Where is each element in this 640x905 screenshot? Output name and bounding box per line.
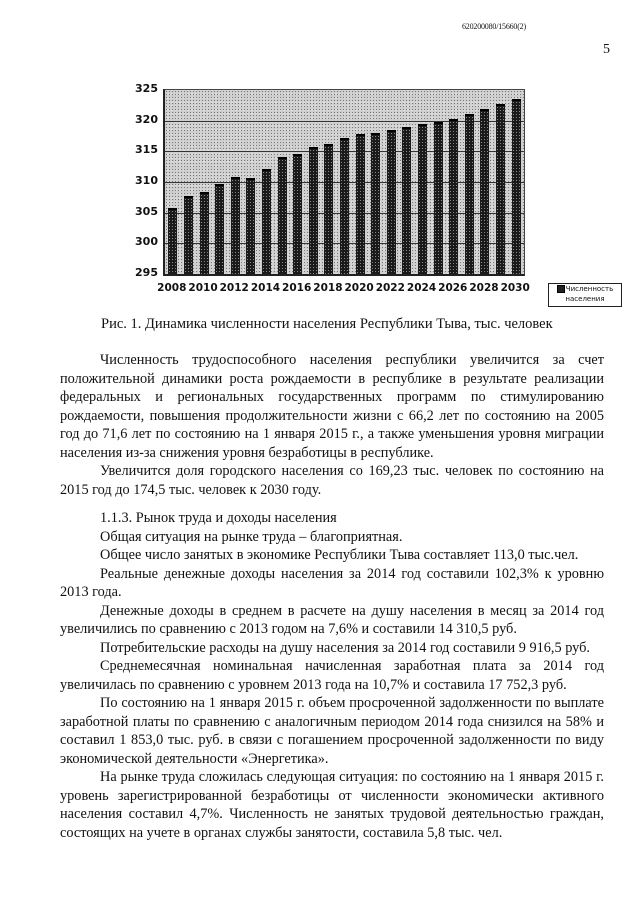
paragraph: Среднемесячная номинальная начисленная заработная плата за 2014 год увеличилась по сравнению с уровнем 2013 года на 10,7% и составила 17 752,3 руб. xyxy=(60,658,604,693)
x-tick-label: 2028 xyxy=(469,282,499,294)
population-bar-chart xyxy=(120,82,540,302)
section-heading: 1.1.3. Рынок труда и доходы населения xyxy=(100,510,337,526)
bar-2019 xyxy=(340,138,349,274)
bar-2021 xyxy=(371,133,380,274)
bar-2028 xyxy=(480,109,489,274)
y-tick-label: 300 xyxy=(135,235,158,249)
x-tick-label: 2008 xyxy=(157,282,187,294)
bar-2010 xyxy=(200,192,209,274)
y-tick-label: 295 xyxy=(135,266,158,279)
x-tick-label: 2012 xyxy=(219,282,249,294)
figure-caption: Рис. 1. Динамика численности населения Республики Тыва, тыс. человек xyxy=(101,316,553,332)
section-labor-market xyxy=(60,509,604,842)
x-tick-label: 2020 xyxy=(344,282,374,294)
intro-text xyxy=(60,351,604,499)
document-id: 620200080/15660(2) xyxy=(462,22,526,31)
y-tick-label: 320 xyxy=(135,112,158,126)
x-tick-label: 2030 xyxy=(500,282,530,294)
bar-2023 xyxy=(402,127,411,274)
legend-swatch-icon xyxy=(557,285,565,293)
paragraph: Денежные доходы в среднем в расчете на душу населения в месяц за 2014 год увеличились по сравнению с 2013 годом на 7,6% и составили 14 310,5 руб. xyxy=(60,602,604,637)
bar-2022 xyxy=(387,130,396,274)
x-tick-label: 2022 xyxy=(375,282,405,294)
bar-2016 xyxy=(293,154,302,274)
bar-2011 xyxy=(215,184,224,274)
bar-2020 xyxy=(356,134,365,274)
paragraph: Общая ситуация на рынке труда – благоприятная. xyxy=(100,528,403,545)
paragraph: Увеличится доля городского населения со 169,23 тыс. человек по состоянию на 2015 год до 174,5 тыс. человек к 2030 году. xyxy=(60,463,604,498)
y-tick-label: 305 xyxy=(135,204,158,218)
bar-2012 xyxy=(231,177,240,274)
x-tick-label: 2024 xyxy=(406,282,437,294)
legend-label-line2: населения xyxy=(565,295,605,303)
bar-2025 xyxy=(434,122,443,274)
bar-2027 xyxy=(465,114,474,274)
paragraph: Потребительские расходы на душу населения за 2014 год составили 9 916,5 руб. xyxy=(100,639,590,656)
legend-label: Численность xyxy=(565,285,614,293)
bar-2017 xyxy=(309,147,318,274)
x-tick-label: 2016 xyxy=(282,282,312,294)
bar-2015 xyxy=(278,157,287,274)
paragraph: Реальные денежные доходы населения за 2014 год составили 102,3% к уровню 2013 года. xyxy=(60,565,604,600)
bar-2009 xyxy=(184,196,193,274)
x-tick-label: 2026 xyxy=(438,282,468,294)
bar-2029 xyxy=(496,104,505,274)
bar-2018 xyxy=(324,144,333,274)
chart-legend xyxy=(548,283,622,307)
paragraph: На рынке труда сложилась следующая ситуация: по состоянию на 1 января 2015 г. уровень зарегистрированной безработицы от численности экономически активного населения составил 4,7%. Численность не занятых трудовой деятельностью граждан, состоящих на учете в органах службы занятости, составила 5,8 тыс. чел. xyxy=(60,769,604,841)
y-tick-label: 325 xyxy=(135,82,158,95)
x-tick-label: 2018 xyxy=(313,282,343,294)
paragraph: Численность трудоспособного населения республики увеличится за счет положительной динамики роста рождаемости в республике в результате реализации федеральных и региональных государственных программ по стимулированию рождаемости, повышения продолжительности жизни с 66,2 лет по состоянию на 2005 год до 71,6 лет по состоянию на 1 января 2015 г., а также уменьшения уровня миграции населения из-за снижения уровня безработицы в республике. xyxy=(60,352,604,461)
bar-2014 xyxy=(262,169,271,274)
y-tick-label: 315 xyxy=(135,143,158,157)
bar-2008 xyxy=(168,208,177,274)
bar-2013 xyxy=(246,178,255,274)
plot-area xyxy=(163,89,525,276)
y-tick-label: 310 xyxy=(135,174,158,187)
paragraph: По состоянию на 1 января 2015 г. объем просроченной задолженности по выплате заработной платы по сравнению с аналогичным периодом 2014 года снизился на 58% и составил 1 853,0 тыс. руб. в связи с погашением просроченной задолженности по виду экономической деятельности «Энергетика». xyxy=(60,695,604,767)
page-number: 5 xyxy=(603,42,610,57)
bar-2030 xyxy=(512,99,521,274)
x-tick-label: 2014 xyxy=(250,282,281,294)
paragraph: Общее число занятых в экономике Республики Тыва составляет 113,0 тыс.чел. xyxy=(100,547,579,563)
bar-2026 xyxy=(449,119,458,274)
x-tick-label: 2010 xyxy=(188,282,218,294)
bar-2024 xyxy=(418,124,427,274)
